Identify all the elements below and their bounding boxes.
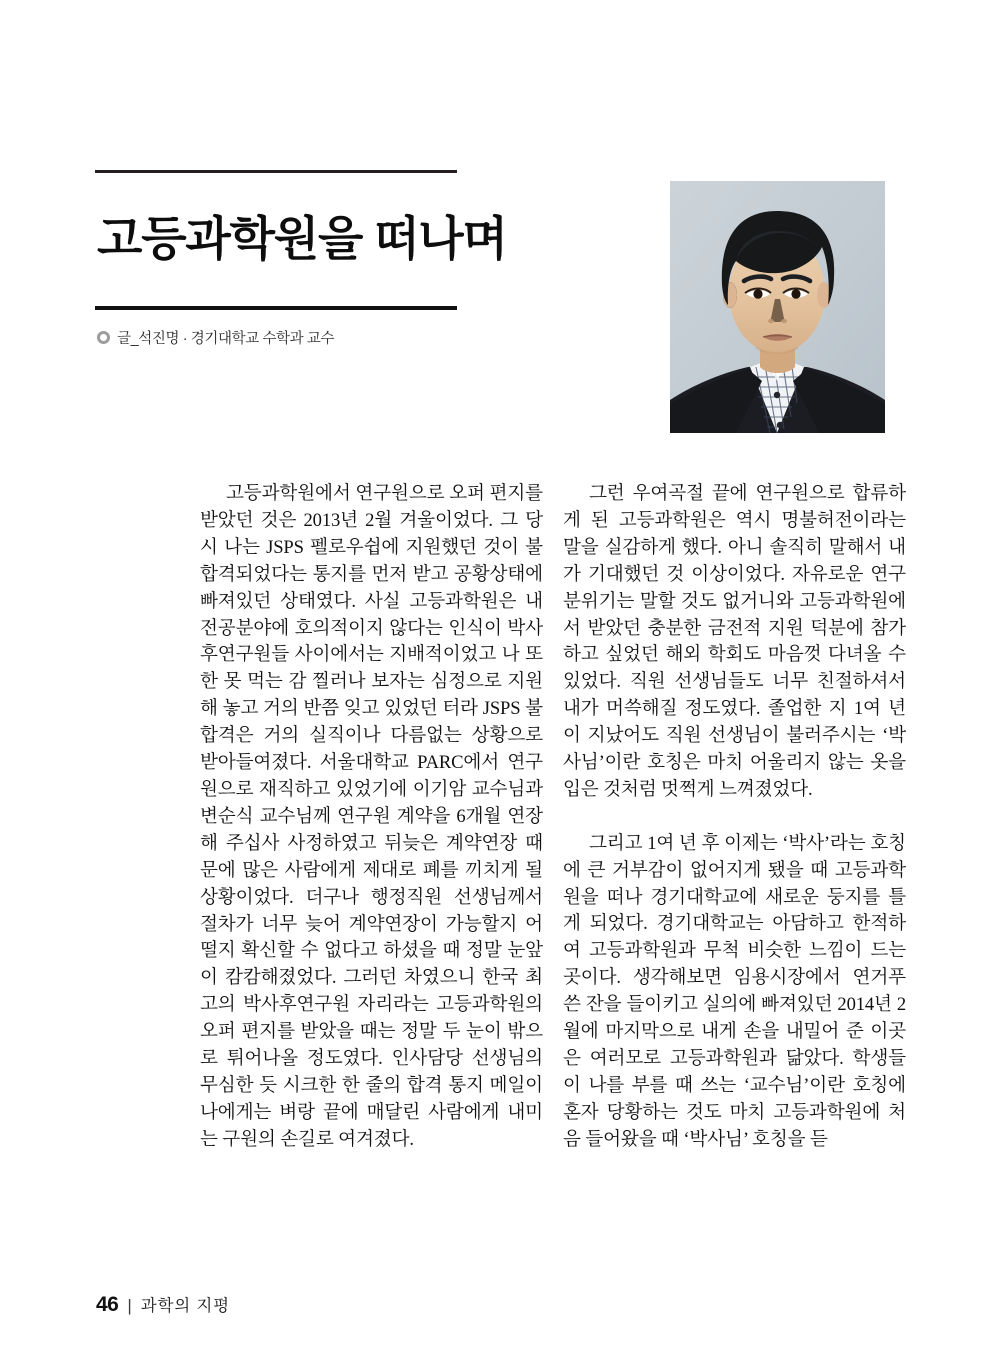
portrait-illustration [670,181,885,433]
footer-separator: | [127,1296,132,1315]
title-bottom-rule [95,306,457,310]
right-column [563,481,906,1154]
title-top-rule [95,170,457,173]
byline-text: 글_석진명 · 경기대학교 수학과 교수 [117,331,335,348]
article-body [200,481,906,1154]
publication-name: 과학의 지평 [140,1297,230,1315]
page-title: 고등과학원을 떠나며 [97,212,507,265]
byline [97,327,457,348]
article-header [95,170,507,348]
paragraph: 그리고 1여 년 후 이제는 ‘박사’라는 호칭에 큰 거부감이 없어지게 됐을 때 고등과학원을 떠나 경기대학교에 새로운 둥지를 틀게 되었다. 경기대학교는 아담하고 한적하여 고등과학원과 무척 비슷한 느낌이 드는 곳이다. 생각해보면 임용시장에서 연거푸 쓴 잔을 들이키고 실의에 빠져있던 2014년 2월에 마지막으로 내게 손을 내밀어 준 이곳은 여러모로 고등과학원과 닮았다. 학생들이 나를 부를 때 쓰는 ‘교수님’이란 호칭에 혼자 당황하는 것도 마치 고등과학원에 처음 들어왔을 때 ‘박사님’ 호칭을 듣 [563,832,906,1150]
author-portrait-photo [670,181,885,433]
page-footer [96,1292,230,1317]
page-number: 46 [96,1293,119,1316]
ring-icon [97,331,110,344]
left-column [200,481,543,1154]
paragraph: 고등과학원에서 연구원으로 오퍼 편지를 받았던 것은 2013년 2월 겨울이었다. 그 당시 나는 JSPS 펠로우쉽에 지원했던 것이 불합격되었다는 통지를 먼저 받고 공황상태에 빠져있던 상태였다. 사실 고등과학원은 내 전공분야에 호의적이지 않다는 인식이 박사후연구원들 사이에서는 지배적이었고 나 또한 못 먹는 감 찔러나 보자는 심정으로 지원해 놓고 거의 반쯤 잊고 있었던 터라 JSPS 불합격은 거의 실직이나 다름없는 상황으로 받아들여졌다. 서울대학교 PARC에서 연구원으로 재직하고 있었기에 이기암 교수님과 변순식 교수님께 연구원 계약을 6개월 연장해 주십사 사정하였고 뒤늦은 계약연장 때문에 많은 사람에게 제대로 폐를 끼치게 될 상황이었다. 더구나 행정직원 선생님께서 절차가 너무 늦어 계약연장이 가능할지 어떨지 확신할 수 없다고 하셨을 때 정말 눈앞이 캄캄해졌었다. 그러던 차였으니 한국 최고의 박사후연구원 자리라는 고등과학원의 오퍼 편지를 받았을 때는 정말 두 눈이 밖으로 튀어나올 정도였다. 인사담당 선생님의 무심한 듯 시크한 한 줄의 합격 통지 메일이 나에게는 벼랑 끝에 매달린 사람에게 내미는 구원의 손길로 여겨졌다. [200,483,543,1150]
paragraph: 그런 우여곡절 끝에 연구원으로 합류하게 된 고등과학원은 역시 명불허전이라는 말을 실감하게 했다. 아니 솔직히 말해서 내가 기대했던 것 이상이었다. 자유로운 연구 분위기는 말할 것도 없거니와 고등과학원에서 받았던 충분한 금전적 지원 덕분에 참가하고 싶었던 해외 학회도 마음껏 다녀올 수 있었다. 직원 선생님들도 너무 친절하셔서 내가 머쓱해질 정도였다. 졸업한 지 1여 년이 지났어도 직원 선생님이 불러주시는 ‘박사님’이란 호칭은 마치 어울리지 않는 옷을 입은 것처럼 멋쩍게 느껴졌었다. [563,483,906,800]
